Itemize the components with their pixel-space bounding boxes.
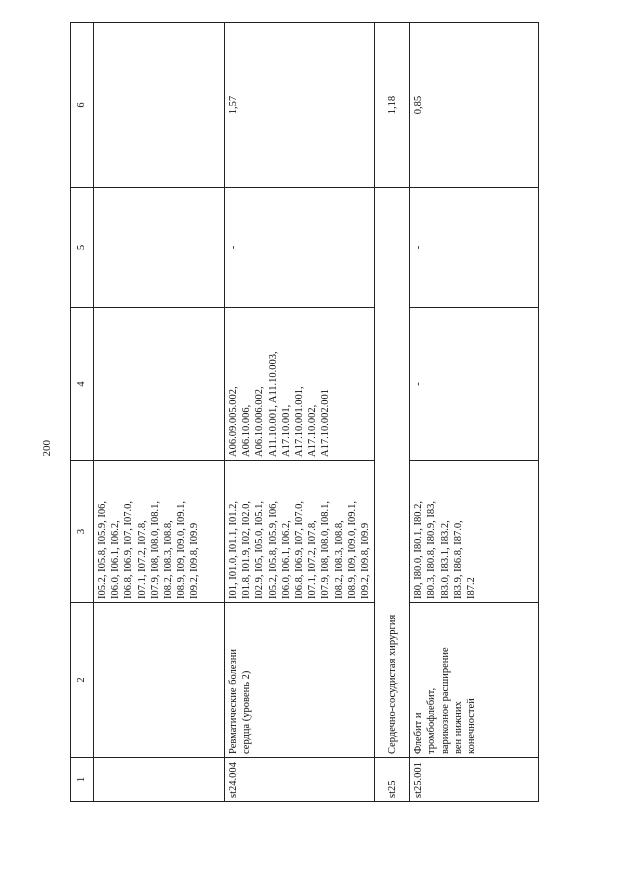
code-line: I09.2, I09.8, I09.9 (189, 522, 201, 599)
cell-col5 (94, 188, 225, 308)
service-line: A06.10.006.002, (254, 386, 266, 457)
cell-codes (225, 461, 375, 603)
code-line: I08.2, I08.3, I08.8, (163, 520, 175, 599)
table-row (225, 23, 375, 802)
code-line: I02.9, I05, I05.0, I05.1, (254, 501, 266, 599)
code-line: I07.1, I07.2, I07.8, (136, 520, 148, 599)
header-col-3: 3 (71, 461, 94, 603)
code-line: I05.2, I05.8, I05.9, I06, (97, 501, 108, 599)
rotated-table-container (70, 65, 570, 802)
service-line: A11.10.001, A11.10.003, (267, 351, 279, 457)
code-line: I01.8, I01.9, I02, I02.0, (241, 501, 253, 599)
service-line: A06.10.006, (241, 404, 253, 457)
code-line: I80.3, I80.8, I80.9, I83, (426, 501, 438, 599)
code-line: I08.2, I08.3, I08.8, (333, 520, 345, 599)
page-number: 200 (41, 440, 53, 457)
header-col-6: 6 (71, 23, 94, 188)
cell-services (94, 308, 225, 461)
cell-name (410, 603, 539, 758)
cell-coefficient (94, 23, 225, 188)
table-row (410, 23, 539, 802)
code-line: I07.9, I08, I08.0, I08.1, (320, 501, 332, 599)
name-line: сердца (уровень 2) (241, 670, 253, 754)
cell-codes (94, 461, 225, 603)
service-line: A17.10.002.001 (320, 389, 332, 457)
code-line: I08.9, I09, I09.0, I09.1, (346, 501, 358, 599)
name-line: тромбофлебит, (426, 687, 438, 754)
code-line: I09.2, I09.8, I09.9 (360, 522, 372, 599)
cell-id: st25.001 (410, 758, 539, 802)
cell-name (94, 603, 225, 758)
name-line: Ревматические болезни (228, 648, 239, 754)
service-line: A17.10.001, (280, 404, 292, 457)
code-line: I06.8, I06.9, I07, I07.0, (123, 501, 135, 599)
service-line: A06.09.005.002, (228, 386, 239, 457)
cell-name (225, 603, 375, 758)
cell-id: st24.004 (225, 758, 375, 802)
header-col-4: 4 (71, 308, 94, 461)
name-line: варикозное расширение (439, 647, 451, 754)
header-col-2: 2 (71, 603, 94, 758)
service-line: A17.10.001.001, (294, 386, 306, 457)
code-line: I01, I01.0, I01.1, I01.2, (228, 501, 239, 599)
code-line: I80, I80.0, I80.1, I80.2, (413, 501, 425, 599)
code-line: I08.9, I09, I09.0, I09.1, (176, 501, 188, 599)
code-line: I07.1, I07.2, I07.8, (307, 520, 319, 599)
section-title: Сердечно-сосудистая хирургия (375, 188, 410, 758)
header-col-5: 5 (71, 188, 94, 308)
code-line: I06.0, I06.1, I06.2, (280, 520, 292, 599)
name-line: вен нижних (452, 701, 464, 754)
cell-id (94, 758, 225, 802)
name-line: Флебит и (413, 712, 425, 754)
service-line: A17.10.002, (307, 404, 319, 457)
cell-col5: - (410, 188, 539, 308)
code-line: I06.8, I06.9, I07, I07.0, (294, 501, 306, 599)
code-line: I83.9, I86.8, I87.0, (452, 520, 464, 599)
section-row (375, 23, 410, 802)
header-col-1: 1 (71, 758, 94, 802)
tariff-table (70, 22, 539, 802)
name-line: конечностей (466, 698, 478, 754)
table-row-continuation (94, 23, 225, 802)
code-line: I83.0, I83.1, I83.2, (439, 520, 451, 599)
section-coefficient: 1,18 (375, 23, 410, 188)
cell-coefficient: 1,57 (225, 23, 375, 188)
code-line: I05.2, I05.8, I05.9, I06, (267, 501, 279, 599)
code-line: I06.0, I06.1, I06.2, (110, 520, 122, 599)
cell-services: - (410, 308, 539, 461)
cell-coefficient: 0,85 (410, 23, 539, 188)
code-line: I07.9, I08, I08.0, I08.1, (149, 501, 161, 599)
header-row (71, 23, 94, 802)
cell-codes (410, 461, 539, 603)
section-id: st25 (375, 758, 410, 802)
cell-services (225, 308, 375, 461)
code-line: I87.2 (466, 577, 478, 599)
cell-col5: - (225, 188, 375, 308)
